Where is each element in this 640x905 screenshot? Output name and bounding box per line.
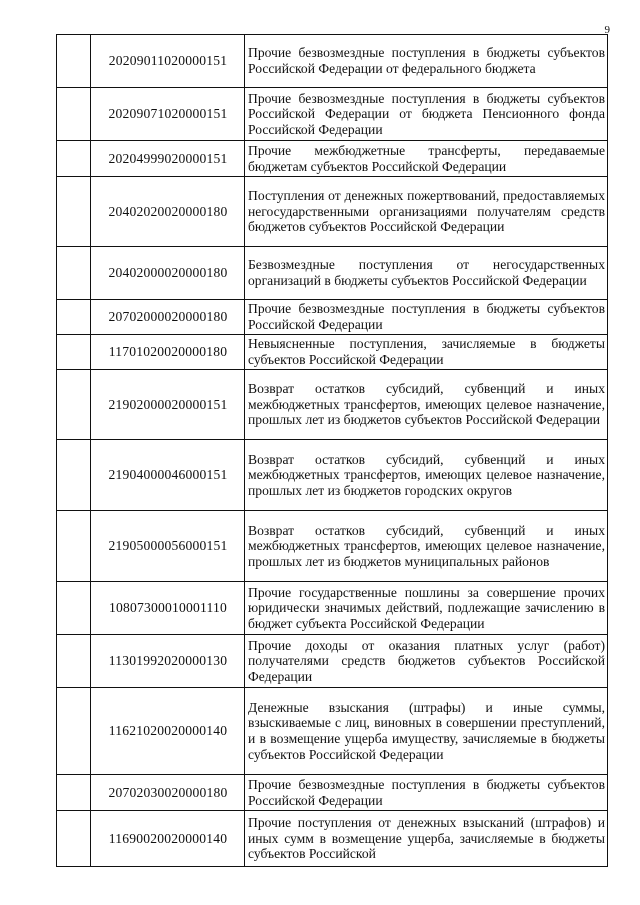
revenue-code: 20209011020000151 <box>91 35 245 88</box>
empty-cell <box>57 141 91 177</box>
revenue-description: Невыясненные поступления, зачисляемые в бюджеты субъектов Российской Федерации <box>245 335 608 370</box>
empty-cell <box>57 335 91 370</box>
empty-cell <box>57 300 91 335</box>
table-row <box>57 177 608 247</box>
revenue-description: Возврат остатков субсидий, субвенций и иных межбюджетных трансфертов, имеющих целевое назначение, прошлых лет из бюджетов муниципальных районов <box>245 511 608 582</box>
revenue-description: Возврат остатков субсидий, субвенций и иных межбюджетных трансфертов, имеющих целевое назначение, прошлых лет из бюджетов субъектов Российской Федерации <box>245 370 608 440</box>
revenue-codes-table <box>56 34 608 867</box>
revenue-code: 20204999020000151 <box>91 141 245 177</box>
table-row <box>57 141 608 177</box>
empty-cell <box>57 811 91 867</box>
revenue-code: 11701020020000180 <box>91 335 245 370</box>
empty-cell <box>57 177 91 247</box>
revenue-description: Прочие поступления от денежных взысканий (штрафов) и иных сумм в возмещение ущерба, зачисляемые в бюджеты субъектов Российской <box>245 811 608 867</box>
revenue-description: Прочие безвозмездные поступления в бюджеты субъектов Российской Федерации <box>245 300 608 335</box>
revenue-description: Безвозмездные поступления от негосударственных организаций в бюджеты субъектов Российской Федерации <box>245 247 608 300</box>
empty-cell <box>57 635 91 688</box>
revenue-code: 21905000056000151 <box>91 511 245 582</box>
revenue-code: 11621020020000140 <box>91 688 245 775</box>
revenue-description: Возврат остатков субсидий, субвенций и иных межбюджетных трансфертов, имеющих целевое назначение, прошлых лет из бюджетов городских округов <box>245 440 608 511</box>
revenue-code: 11301992020000130 <box>91 635 245 688</box>
empty-cell <box>57 775 91 811</box>
revenue-code: 20702030020000180 <box>91 775 245 811</box>
table-row <box>57 811 608 867</box>
revenue-description: Прочие доходы от оказания платных услуг (работ) получателями средств бюджетов субъектов Российской Федерации <box>245 635 608 688</box>
table-row <box>57 440 608 511</box>
table-row <box>57 35 608 88</box>
table-row <box>57 300 608 335</box>
table-row <box>57 582 608 635</box>
table-row <box>57 511 608 582</box>
table-row <box>57 635 608 688</box>
empty-cell <box>57 370 91 440</box>
revenue-code: 20402020020000180 <box>91 177 245 247</box>
revenue-description: Денежные взыскания (штрафы) и иные суммы, взыскиваемые с лиц, виновных в совершении преступлений, и в возмещение ущерба имуществу, зачисляемые в бюджеты субъектов Российской Федерации <box>245 688 608 775</box>
page-number: 9 <box>604 24 610 36</box>
table-row <box>57 247 608 300</box>
revenue-code: 20702000020000180 <box>91 300 245 335</box>
table-row <box>57 775 608 811</box>
revenue-code: 11690020020000140 <box>91 811 245 867</box>
table-row <box>57 335 608 370</box>
revenue-code: 21902000020000151 <box>91 370 245 440</box>
revenue-description: Прочие государственные пошлины за совершение прочих юридически значимых действий, подлежащие зачислению в бюджет субъекта Российской Федерации <box>245 582 608 635</box>
revenue-description: Прочие безвозмездные поступления в бюджеты субъектов Российской Федерации от бюджета Пенсионного фонда Российской Федерации <box>245 88 608 141</box>
revenue-description: Прочие межбюджетные трансферты, передаваемые бюджетам субъектов Российской Федерации <box>245 141 608 177</box>
table-row <box>57 688 608 775</box>
empty-cell <box>57 582 91 635</box>
revenue-description: Прочие безвозмездные поступления в бюджеты субъектов Российской Федерации <box>245 775 608 811</box>
empty-cell <box>57 688 91 775</box>
revenue-code: 20402000020000180 <box>91 247 245 300</box>
revenue-code: 20209071020000151 <box>91 88 245 141</box>
revenue-description: Прочие безвозмездные поступления в бюджеты субъектов Российской Федерации от федерального бюджета <box>245 35 608 88</box>
empty-cell <box>57 440 91 511</box>
revenue-description: Поступления от денежных пожертвований, предоставляемых негосударственными организациями получателям средств бюджетов субъектов Российской Федерации <box>245 177 608 247</box>
table-row <box>57 370 608 440</box>
empty-cell <box>57 511 91 582</box>
revenue-code: 10807300010001110 <box>91 582 245 635</box>
empty-cell <box>57 88 91 141</box>
empty-cell <box>57 35 91 88</box>
empty-cell <box>57 247 91 300</box>
revenue-code: 21904000046000151 <box>91 440 245 511</box>
table-row <box>57 88 608 141</box>
